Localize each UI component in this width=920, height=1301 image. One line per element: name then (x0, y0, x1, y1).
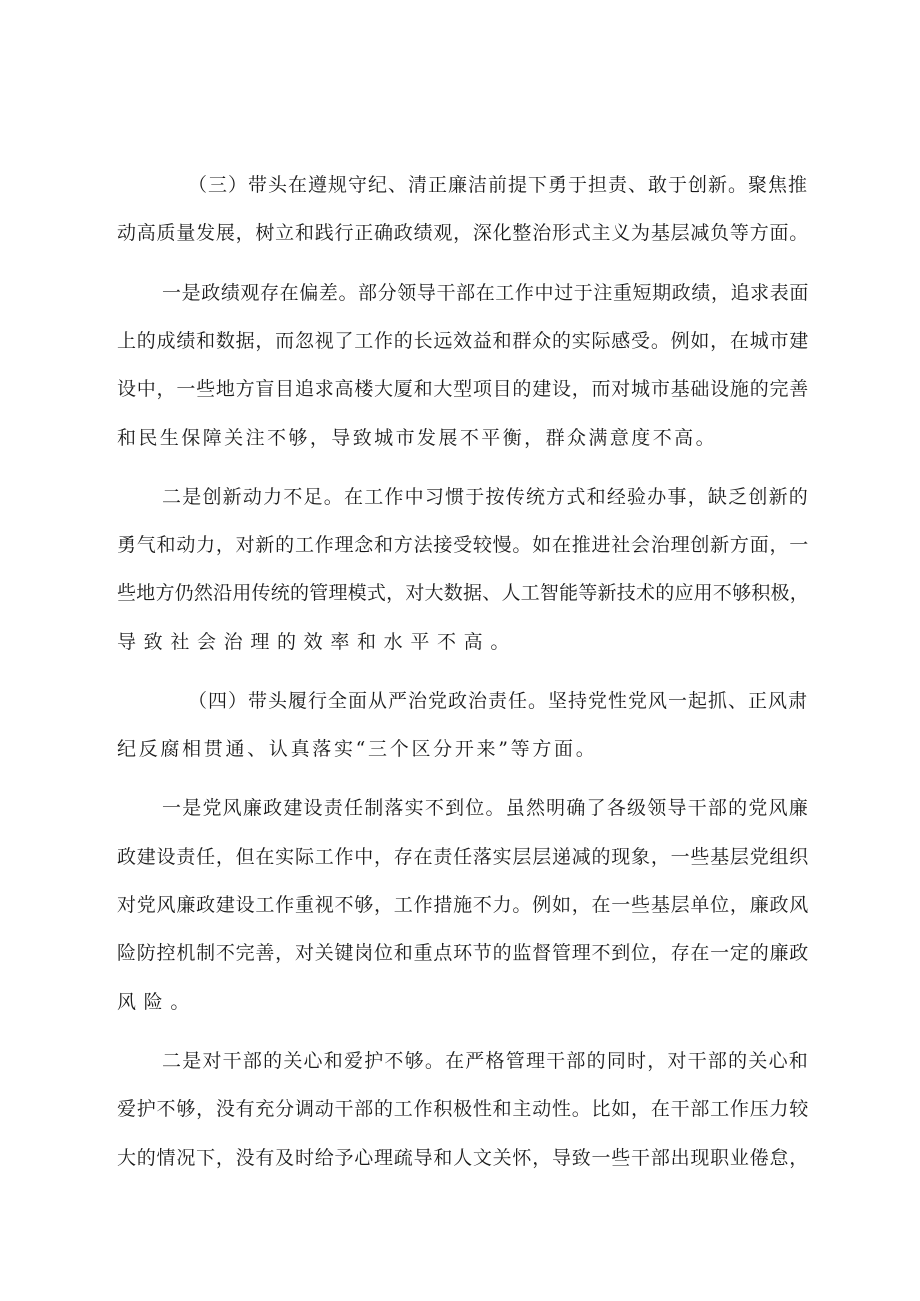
paragraph-line: 险防控机制不完善，对关键岗位和重点环节的监督管理不到位，存在一定的廉政 (117, 942, 810, 964)
heading-section-four: （四）带头履行全面从严治党政治责任。坚持党性党风一起抓、正风肃 (188, 690, 809, 712)
paragraph-line: 上的成绩和数据，而忽视了工作的长远效益和群众的实际感受。例如，在城市建 (117, 330, 810, 352)
paragraph-line: 一是政绩观存在偏差。部分领导干部在工作中过于注重短期政绩，追求表面 (162, 282, 810, 304)
paragraph-line: 设中，一些地方盲目追求高楼大厦和大型项目的建设，而对城市基础设施的完善 (117, 378, 810, 400)
paragraph-line: 政建设责任，但在实际工作中，存在责任落实层层递减的现象，一些基层党组织 (117, 846, 810, 868)
paragraph-line: 大的情况下，没有及时给予心理疏导和人文关怀，导致一些干部出现职业倦怠， (117, 1147, 810, 1169)
paragraph-line: 导致社会治理的效率和水平不高。 (117, 631, 518, 653)
paragraph-line: 二是创新动力不足。在工作中习惯于按传统方式和经验办事，缺乏创新的 (162, 486, 810, 508)
heading-section-three: （三）带头在遵规守纪、清正廉洁前提下勇于担责、敢于创新。聚焦推 (188, 174, 809, 196)
paragraph-line: 爱护不够，没有充分调动干部的工作积极性和主动性。比如，在干部工作压力较 (117, 1098, 810, 1120)
paragraph-line: 和民生保障关注不够，导致城市发展不平衡，群众满意度不高。 (117, 427, 718, 449)
paragraph-line: 些地方仍然沿用传统的管理模式，对大数据、人工智能等新技术的应用不够积极， (117, 582, 810, 604)
paragraph-line: 勇气和动力，对新的工作理念和方法接受较慢。如在推进社会治理创新方面，一 (117, 534, 810, 556)
paragraph-line: 动高质量发展，树立和践行正确政绩观，深化整治形式主义为基层减负等方面。 (117, 222, 810, 244)
paragraph-line: 二是对干部的关心和爱护不够。在严格管理干部的同时，对干部的关心和 (162, 1050, 810, 1072)
paragraph-line: 一是党风廉政建设责任制落实不到位。虽然明确了各级领导干部的党风廉 (162, 797, 810, 819)
paragraph-line: 纪反腐相贯通、认真落实“三个区分开来”等方面。 (117, 738, 598, 760)
paragraph-line: 对党风廉政建设工作重视不够，工作措施不力。例如，在一些基层单位，廉政风 (117, 894, 810, 916)
paragraph-line: 风险。 (117, 991, 198, 1013)
